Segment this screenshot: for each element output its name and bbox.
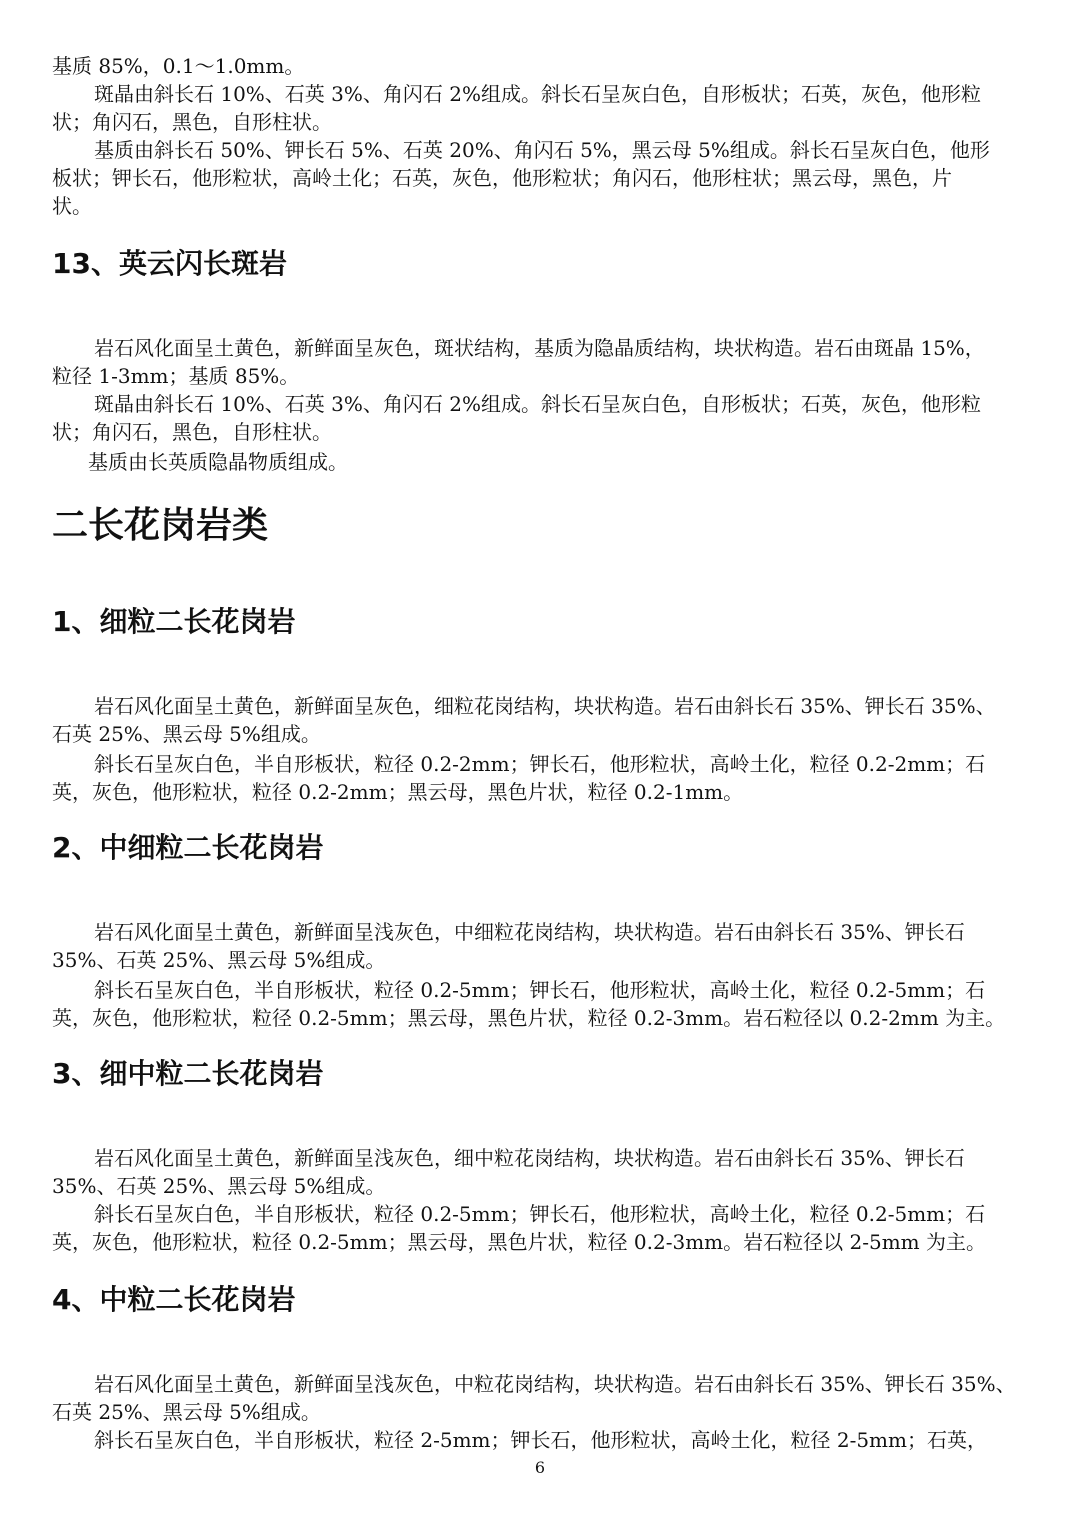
text-line: 岩石风化面呈土黄色，新鲜面呈浅灰色，中粒花岗结构，块状构造。岩石由斜长石 35%、钾长石 35%、 — [94, 1372, 1016, 1396]
paragraph-mineral-description — [52, 750, 1028, 806]
page-number: 6 — [534, 1458, 546, 1477]
text-line: 石英 25%、黑云母 5%组成。 — [52, 722, 321, 746]
text-line: 斜长石呈灰白色，半自形板状，粒径 0.2-5mm；钾长石，他形粒状，高岭土化，粒径 0.2-5mm；石 — [94, 1202, 986, 1226]
section-heading-2: 2、中细粒二长花岗岩 — [52, 831, 324, 864]
text-line: 粒径 1-3mm；基质 85%。 — [52, 364, 300, 388]
paragraph-rock-description — [52, 692, 1028, 748]
paragraph-rock-description — [52, 918, 1028, 974]
text-line: 英，灰色，他形粒状，粒径 0.2-5mm；黑云母，黑色片状，粒径 0.2-3mm。岩石粒径以 2-5mm 为主。 — [52, 1230, 987, 1254]
text-line: 岩石风化面呈土黄色，新鲜面呈灰色，细粒花岗结构，块状构造。岩石由斜长石 35%、钾长石 35%、 — [94, 694, 996, 718]
paragraph-rock-description — [52, 334, 1028, 390]
paragraph-mineral-description — [52, 1426, 1028, 1454]
text-line: 英，灰色，他形粒状，粒径 0.2-5mm；黑云母，黑色片状，粒径 0.2-3mm。岩石粒径以 0.2-2mm 为主。 — [52, 1006, 1006, 1030]
text-line: 斜长石呈灰白色，半自形板状，粒径 0.2-2mm；钾长石，他形粒状，高岭土化，粒径 0.2-2mm；石 — [94, 752, 986, 776]
text-line: 板状；钾长石，他形粒状，高岭土化；石英，灰色，他形粒状；角闪石，他形柱状；黑云母，黑色，片 — [52, 166, 952, 190]
text-line: 斜长石呈灰白色，半自形板状，粒径 0.2-5mm；钾长石，他形粒状，高岭土化，粒径 0.2-5mm；石 — [94, 978, 986, 1002]
text-line: 石英 25%、黑云母 5%组成。 — [52, 1400, 321, 1424]
paragraph-groundmass-description — [52, 448, 1028, 476]
text-line: 状。 — [52, 194, 92, 218]
text-line: 35%、石英 25%、黑云母 5%组成。 — [52, 1174, 386, 1198]
text-line: 35%、石英 25%、黑云母 5%组成。 — [52, 948, 386, 972]
section-heading-13: 13、英云闪长斑岩 — [52, 247, 287, 280]
paragraph-phenocryst-description — [52, 390, 1028, 446]
text-line: 岩石风化面呈土黄色，新鲜面呈灰色，斑状结构，基质为隐晶质结构，块状构造。岩石由斑晶 15%， — [94, 336, 985, 360]
chapter-heading: 二长花岗岩类 — [52, 505, 269, 546]
paragraph-mineral-description — [52, 1200, 1028, 1256]
text-line: 斜长石呈灰白色，半自形板状，粒径 2-5mm；钾长石，他形粒状，高岭土化，粒径 2-5mm；石英， — [94, 1428, 987, 1452]
paragraph-groundmass-description — [52, 136, 1028, 220]
text-line: 基质由长英质隐晶物质组成。 — [88, 450, 348, 474]
text-line: 状；角闪石，黑色，自形柱状。 — [52, 110, 332, 134]
section-heading-1: 1、细粒二长花岗岩 — [52, 605, 296, 638]
section-heading-3: 3、细中粒二长花岗岩 — [52, 1057, 324, 1090]
text-line: 基质由斜长石 50%、钾长石 5%、石英 20%、角闪石 5%，黑云母 5%组成。斜长石呈灰白色，他形 — [94, 138, 990, 162]
text-line: 状；角闪石，黑色，自形柱状。 — [52, 420, 332, 444]
text-line: 基质 85%，0.1～1.0mm。 — [52, 54, 305, 78]
section-heading-4: 4、中粒二长花岗岩 — [52, 1283, 296, 1316]
text-line: 斑晶由斜长石 10%、石英 3%、角闪石 2%组成。斜长石呈灰白色，自形板状；石英，灰色，他形粒 — [94, 392, 981, 416]
paragraph-phenocryst-description — [52, 80, 1028, 136]
text-line: 岩石风化面呈土黄色，新鲜面呈浅灰色，细中粒花岗结构，块状构造。岩石由斜长石 35%、钾长石 — [94, 1146, 965, 1170]
paragraph-groundmass-continuation — [52, 52, 1028, 80]
text-line: 岩石风化面呈土黄色，新鲜面呈浅灰色，中细粒花岗结构，块状构造。岩石由斜长石 35%、钾长石 — [94, 920, 965, 944]
paragraph-rock-description — [52, 1370, 1028, 1426]
text-line: 英，灰色，他形粒状，粒径 0.2-2mm；黑云母，黑色片状，粒径 0.2-1mm。 — [52, 780, 744, 804]
text-line: 斑晶由斜长石 10%、石英 3%、角闪石 2%组成。斜长石呈灰白色，自形板状；石英，灰色，他形粒 — [94, 82, 981, 106]
paragraph-mineral-description — [52, 976, 1028, 1032]
paragraph-rock-description — [52, 1144, 1028, 1200]
